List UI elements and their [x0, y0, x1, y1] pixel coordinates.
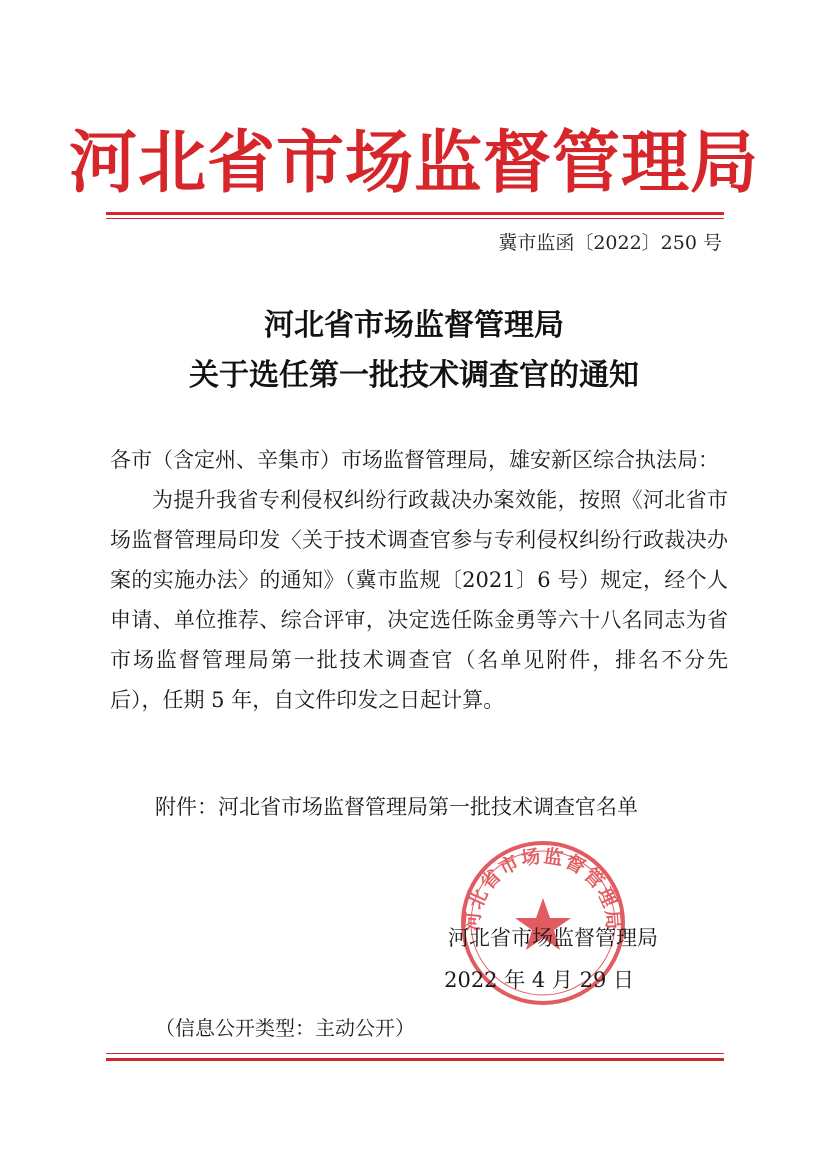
- salutation: 各市（含定州、辛集市）市场监督管理局，雄安新区综合执法局：: [110, 448, 719, 472]
- footer-rule-thin: [106, 1053, 724, 1054]
- attachment-line: 附件：河北省市场监督管理局第一批技术调查官名单: [155, 795, 638, 819]
- seal-text: 河北省市场监督管理局: [461, 845, 625, 932]
- body-paragraph: 为提升我省专利侵权纠纷行政裁决办案效能，按照《河北省市场监督管理局印发〈关于技术调查官参与专利侵权纠纷行政裁决办案的实施办法〉的通知》（冀市监规〔2021〕6 号）规定，经个人申请、单位推荐、综合评审，决定选任陈金勇等六十八名同志为省市场监督管理局第一批技术调查官（名单见附件，排名不分先后），任期 5 年，自文件印发之日起计算。: [110, 488, 728, 712]
- document-number: 冀市监函〔2022〕250 号: [498, 232, 722, 254]
- header-rule-thin: [106, 218, 724, 219]
- title-line-1: 河北省市场监督管理局: [264, 308, 564, 343]
- signature-issuer: 河北省市场监督管理局: [448, 926, 658, 950]
- header-rule-thick: [106, 212, 724, 215]
- document-body: [110, 440, 728, 720]
- publication-type: （信息公开类型：主动公开）: [155, 1016, 415, 1040]
- masthead-org-name: 河北省市场监督管理局: [68, 124, 759, 203]
- footer-rule-thick: [106, 1058, 724, 1061]
- signature-date: 2022 年 4 月 29 日: [444, 968, 634, 992]
- title-line-2: 关于选任第一批技术调查官的通知: [189, 358, 639, 393]
